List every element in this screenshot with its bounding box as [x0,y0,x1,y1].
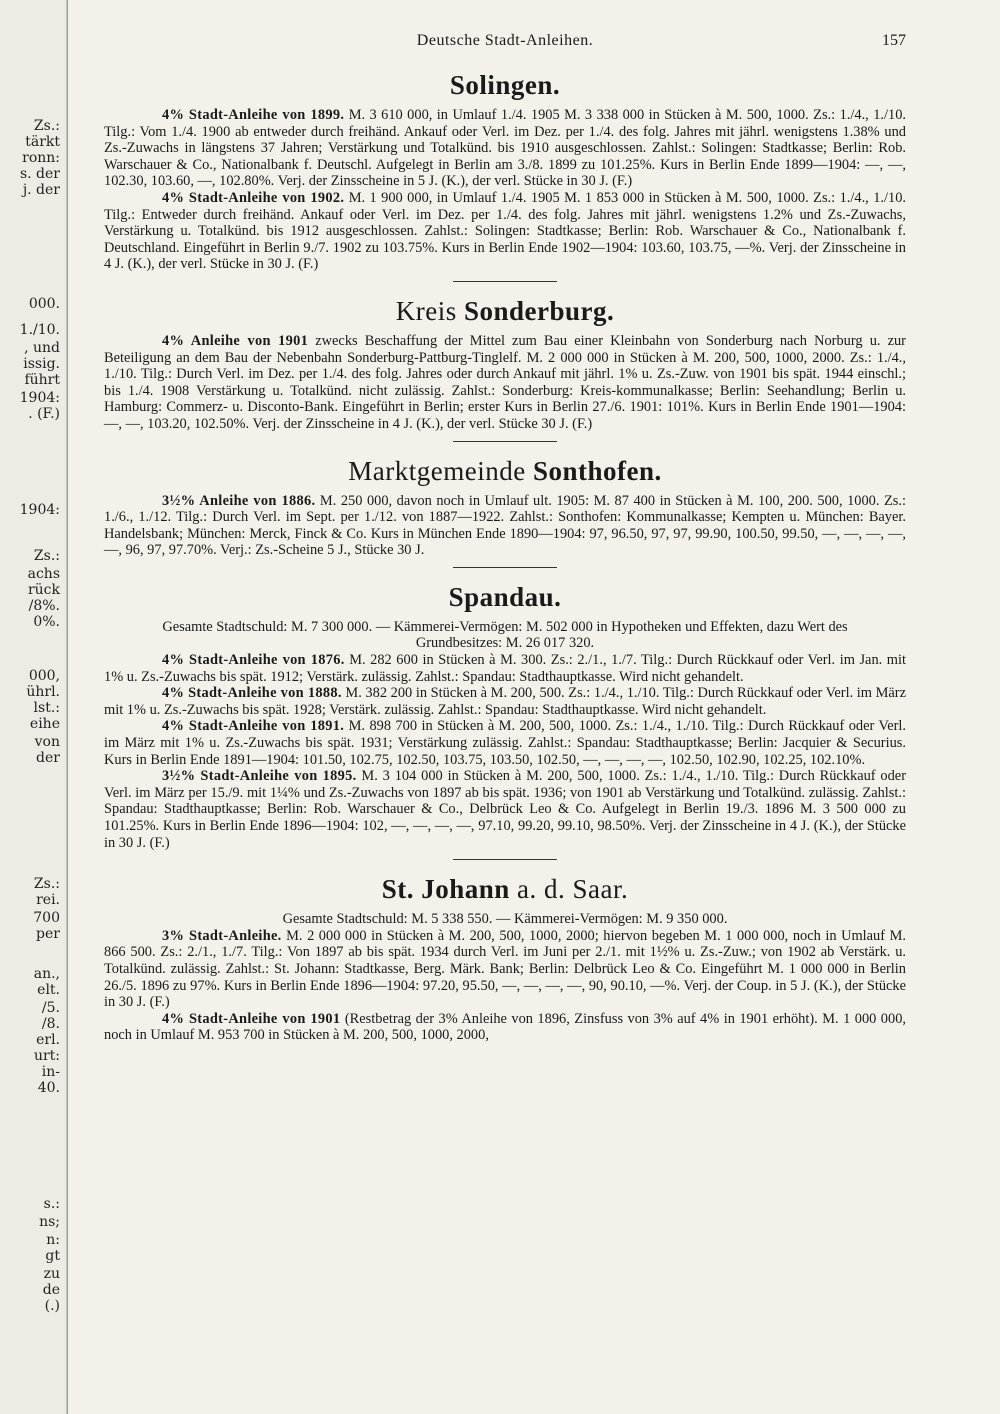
margin-fragment: urt: [33,1048,60,1064]
margin-fragment: Zs.: [33,548,60,564]
margin-fragment: an., [33,966,60,982]
margin-fragment: 000. [28,296,60,312]
section-divider [453,859,557,860]
entry-spandau-1876: 4% Stadt-Anleihe von 1876. M. 282 600 in Stücken à M. 300. Zs.: 2./1., 1./7. Tilg.: Durch Rückkauf oder Verl. im Jan. mit 1% u. Zs.-Zuwachs bis spät. 1912; Verstärk. zulässig. Zahlst.: Spandau: Stadthauptkasse. Wird nicht gehandelt. [104,652,906,685]
margin-fragment: ronn: [22,150,60,166]
section-divider [453,441,557,442]
previous-page-strip [0,0,68,1414]
entry-sonthofen-1886: 3½% Anleihe von 1886. M. 250 000, davon noch in Umlauf ult. 1905: M. 87 400 in Stücken à M. 100, 200. 500, 1000. Zs.: 1./6., 1./12. Tilg.: Durch Verl. im Sept. per 1./12. von 1887—1922. Zahlst.: Sonthofen: Kommunalkasse; Kempten u. München: Bayer. Handelsbank; München: Merck, Finck & Co. Kurs in München Ende 1890—1904: 97, 96.50, 97, 97, 99.90, 100.50, 99.50, —, —, —, —, —, 96, 97, 97.70%. Verj.: Zs.-Scheine 5 J., Stücke 30 J. [104,492,906,559]
entry-st-johann-1901: 4% Stadt-Anleihe von 1901 (Restbetrag der 3% Anleihe von 1896, Zinsfuss von 3% auf 4% in 1901 erhöht). M. 1 000 000, noch in Umlauf M. 953 700 in Stücken à M. 200, 500, 1000, 2000, [104,1010,906,1044]
section-title-solingen: Solingen. [449,70,561,100]
margin-fragment: rück [27,582,60,598]
margin-fragment: zu [43,1266,60,1282]
margin-fragment: gt [45,1248,60,1264]
margin-fragment: erl. [36,1032,60,1048]
margin-fragment: . (F.) [28,406,60,422]
margin-fragment: lst.: [33,700,60,716]
section-divider [453,281,557,282]
section-title-sonthofen: Marktgemeinde Sonthofen. [348,455,662,486]
margin-fragment: 1./10. [19,322,60,338]
margin-fragment: 0%. [33,614,60,630]
margin-fragment: 700 [33,910,60,926]
entry-spandau-1888: 4% Stadt-Anleihe von 1888. M. 382 200 in Stücken à M. 200, 500. Zs.: 1./4., 1./10. Tilg.: Durch Rückkauf oder Verl. im März mit 1% u. Zs.-Zuwachs bis spät. 1928; Verstärk. zulässig. Zahlst.: Spandau: Stadthauptkasse. Wird nicht gehandelt. [104,685,906,718]
margin-fragment: elt. [37,982,60,998]
margin-fragment: de [42,1282,60,1298]
running-head [104,32,906,56]
section-title-sonderburg: Kreis Sonderburg. [395,295,615,326]
margin-fragment: tärkt [25,134,60,150]
entry-sonderburg-1901: 4% Anleihe von 1901 zwecks Beschaffung der Mittel zum Bau einer Kleinbahn von Sonderburg nach Norburg u. zur Beteiligung an dem Bau der Nebenbahn Sonderburg-Pattburg-Tinglelf. M. 2 000 000 in Stücken à M. 200, 500, 1000, 2000. Zs.: 1./4., 1./10. Tilg.: Durch Verl. im Dez. per 1./4. des folg. Jahres oder durch Ankauf mit jährl. 1% u. Zs.-Zuw. von 1901 bis spät. 1944 einschl.; bis 1./4. 1908 Verstärkung u. Totalkünd. nicht zulässig. Zahlst.: Sonderburg: Kreis-kommunalkasse; Berlin: Seehandlung; Berlin u. Hamburg: Commerz- u. Disconto-Bank. Eingeführt in Berlin; erster Kurs in Berlin 27./6. 1901: 101%. Kurs in Berlin Ende 1901—1904: —, —, 103.20, 102.50%. Verj. der Zinsscheine in 4 J. (K.), der verl. Stücke 30 J. (F.) [104,332,906,432]
st-johann-summary: Gesamte Stadtschuld: M. 5 338 550. — Kämmerei-Vermögen: M. 9 350 000. [282,911,728,928]
margin-fragment: achs [27,566,60,582]
margin-fragment: der [36,750,60,766]
running-head-title: Deutsche Stadt-Anleihen. [416,32,594,49]
document-page [104,32,906,1044]
margin-fragment: j. der [22,182,60,198]
margin-fragment: n: [46,1232,60,1248]
section-title-spandau: Spandau. [448,581,562,612]
margin-fragment: s. der [19,166,60,182]
margin-fragment: 40. [37,1080,60,1096]
page-fold-shadow [66,0,68,1414]
margin-fragment: ns; [39,1214,60,1230]
entry-solingen-1899: 4% Stadt-Anleihe von 1899. M. 3 610 000, in Umlauf 1./4. 1905 M. 3 338 000 in Stücken à M. 500, 1000. Zs.: 1./4., 1./10. Tilg.: Vom 1./4. 1900 ab entweder durch freihänd. Ankauf oder Verl. im Dez. per 1./4. des folg. Jahres mit jährl. wenigstens 1.38% und Zs.-Zuwachs in längstens 37 Jahren; Verstärkung und Totalkünd. bis 1910 ausgeschlossen. Zahlst.: Solingen: Stadtkasse; Berlin: Rob. Warschauer & Co., Nationalbank f. Deutschl. Aufgelegt in Berlin am 3./8. 1899 zu 101.25%. Kurs in Berlin Ende 1899—1904: —, —, 102.30, 103.60, —, 102.80%. Verj. der Zinsscheine in 5 J. (K.), der verl. Stücke in 30 J. (F.) [104,107,906,190]
margin-fragment: /8%. [28,598,60,614]
margin-fragment: 1904: [19,502,60,518]
margin-fragment: führt [24,372,60,388]
margin-fragment: rei. [36,892,60,908]
margin-fragment: eihe [29,716,60,732]
page-number: 157 [882,32,906,49]
margin-fragment: von [34,734,60,750]
margin-fragment: per [36,926,60,942]
entry-solingen-1902: 4% Stadt-Anleihe von 1902. M. 1 900 000, in Umlauf 1./4. 1905 M. 1 853 000 in Stücken à M. 500, 1000. Zs.: 1./4., 1./10. Tilg.: Entweder durch freihänd. Ankauf oder Verl. im Dez. per 1./4. des folg. Jahres mit jährl. wenigstens 1.2% und Zs.-Zuwachs, Verstärkung u. Totalkünd. bis 1912 ausgeschlossen. Zahlst.: Solingen: Stadtkasse; Berlin: Rob. Warschauer & Co., Nationalbank f. Deutschland. Eingeführt in Berlin 9./7. 1902 zu 103.75%. Kurs in Berlin Ende 1902—1904: 103.60, 103.75, —%. Verj. der Zinsscheine in 4 J. (K.), der verl. Stücke in 30 J. (F.) [104,189,906,273]
entry-spandau-1895: 3½% Stadt-Anleihe von 1895. M. 3 104 000 in Stücken à M. 200, 500, 1000. Zs.: 1./4., 1./10. Tilg.: Durch Rückkauf oder Verl. im März per 15./9. mit 1¼% und Zs.-Zuwachs von 1897 ab bis spät. 1936; von 1901 ab Verstärkung und Totalkünd. zulässig. Zahlst.: Spandau: Stadthauptkasse; Berlin: Rob. Warschauer & Co., Delbrück Leo & Co. Aufgelegt in Berlin 19./3. 1896 M. 3 500 000 zu 101.25%. Kurs in Berlin Ende 1896—1904: 102, —, —, —, —, 97.10, 99.20, 99.10, 98.50%. Verj. der Zinsscheine in 4 J. (K.), der Stücke in 30 J. (F.) [104,768,906,851]
section-title-st-johann: St. Johann a. d. Saar. [381,874,629,905]
margin-fragment: /5. [41,1000,60,1016]
entry-st-johann-3pct: 3% Stadt-Anleihe. M. 2 000 000 in Stücken à M. 200, 500, 1000, 2000; hiervon begeben M. 1 000 000, noch in Umlauf M. 866 500. Zs.: 2./1., 1./7. Tilg.: Von 1897 ab bis spät. 1934 durch Verl. im Juni per 2./1. mit 1½% u. Zs.-Zuw.; von 1902 ab Verstärk. u. Totalkünd. zulässig. Zahlst.: St. Johann: Stadtkasse, Berg. Märk. Bank; Berlin: Delbrück Leo & Co. Eingeführt M. 1 000 000 in Berlin 26./5. 1896 zu 97%. Kurs in Berlin Ende 1896—1904: 97.20, 95.50, —, —, —, —, 90, 90.10, —%. Verj. der Coup. in 5 J. (K.), der Stücke in 30 J. (F.) [104,927,906,1011]
margin-fragment: (.) [44,1298,60,1314]
section-divider [453,567,557,568]
margin-fragment: 1904: [19,390,60,406]
margin-fragment: 000, [28,668,60,684]
margin-fragment: issig. [23,356,60,372]
margin-fragment: Zs.: [33,876,60,892]
margin-fragment: in- [41,1064,60,1080]
margin-fragment: ührl. [26,684,60,700]
entry-spandau-1891: 4% Stadt-Anleihe von 1891. M. 898 700 in Stücken à M. 200, 500, 1000. Zs.: 1./4., 1./10. Tilg.: Durch Rückkauf oder Verl. im März mit 1% u. Zs.-Zuwachs bis spät. 1931; Verstärkung zulässig. Zahlst.: Spandau: Stadthauptkasse; Berlin: Jacquier & Securius. Kurs in Berlin Ende 1891—1904: 101.50, 102.75, 102.50, 103.75, 103.50, 102.50, —, —, —, —, 102.50, 102.90, 102.25, 102.10%. [104,718,907,768]
margin-fragment: , und [24,340,60,356]
margin-fragment: s.: [43,1196,60,1212]
margin-fragment: /8. [41,1016,60,1032]
margin-fragment: Zs.: [33,118,60,134]
spandau-summary: Gesamte Stadtschuld: M. 7 300 000. — Kämmerei-Vermögen: M. 502 000 in Hypotheken und Effekten, dazu Wert des Grundbesitzes: M. 26 017 320. [162,618,848,652]
